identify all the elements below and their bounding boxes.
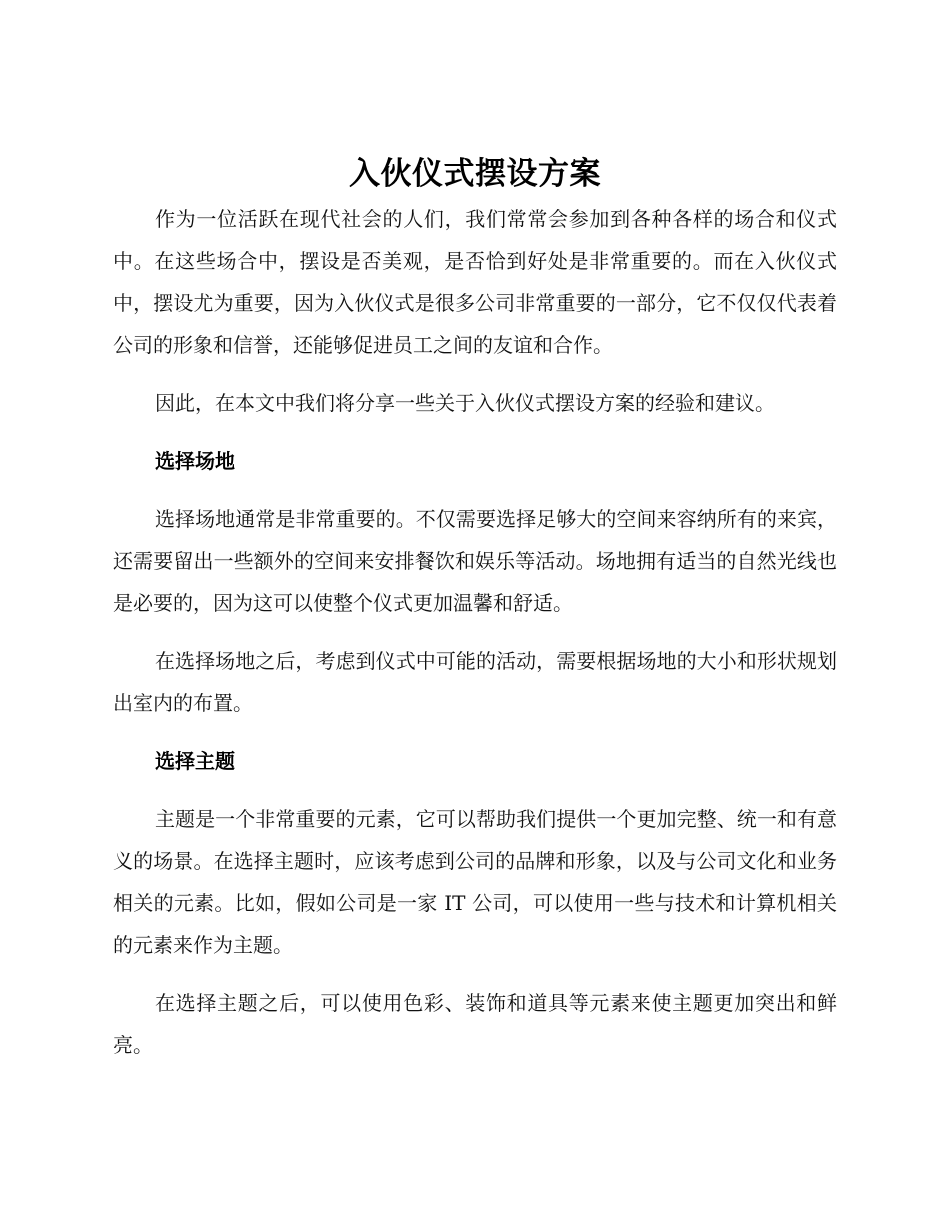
- intro-paragraph: 作为一位活跃在现代社会的人们，我们常常会参加到各种各样的场合和仪式中。在这些场合中，摆设是否美观，是否恰到好处是非常重要的。而在入伙仪式中，摆设尤为重要，因为入伙仪式是很多公司非常重要的一部分，它不仅仅代表着公司的形象和信誉，还能够促进员工之间的友谊和合作。: [113, 207, 837, 357]
- document-page: [113, 152, 837, 1082]
- section-heading-theme: 选择主题: [155, 749, 235, 773]
- document-title: 入伙仪式摆设方案: [349, 156, 601, 192]
- section-heading-venue: 选择场地: [155, 449, 235, 473]
- venue-paragraph: 选择场地通常是非常重要的。不仅需要选择足够大的空间来容纳所有的来宾，还需要留出一些额外的空间来安排餐饮和娱乐等活动。场地拥有适当的自然光线也是必要的，因为这可以使整个仪式更加温馨和舒适。: [113, 507, 837, 615]
- intro-summary-paragraph: 因此，在本文中我们将分享一些关于入伙仪式摆设方案的经验和建议。: [155, 391, 775, 415]
- theme-decoration-paragraph: 在选择主题之后，可以使用色彩、装饰和道具等元素来使主题更加突出和鲜亮。: [113, 991, 837, 1057]
- venue-layout-paragraph: 在选择场地之后，考虑到仪式中可能的活动，需要根据场地的大小和形状规划出室内的布置。: [113, 649, 837, 715]
- theme-paragraph: 主题是一个非常重要的元素，它可以帮助我们提供一个更加完整、统一和有意义的场景。在选择主题时，应该考虑到公司的品牌和形象，以及与公司文化和业务相关的元素。比如，假如公司是一家 IT 公司，可以使用一些与技术和计算机相关的元素来作为主题。: [113, 807, 837, 957]
